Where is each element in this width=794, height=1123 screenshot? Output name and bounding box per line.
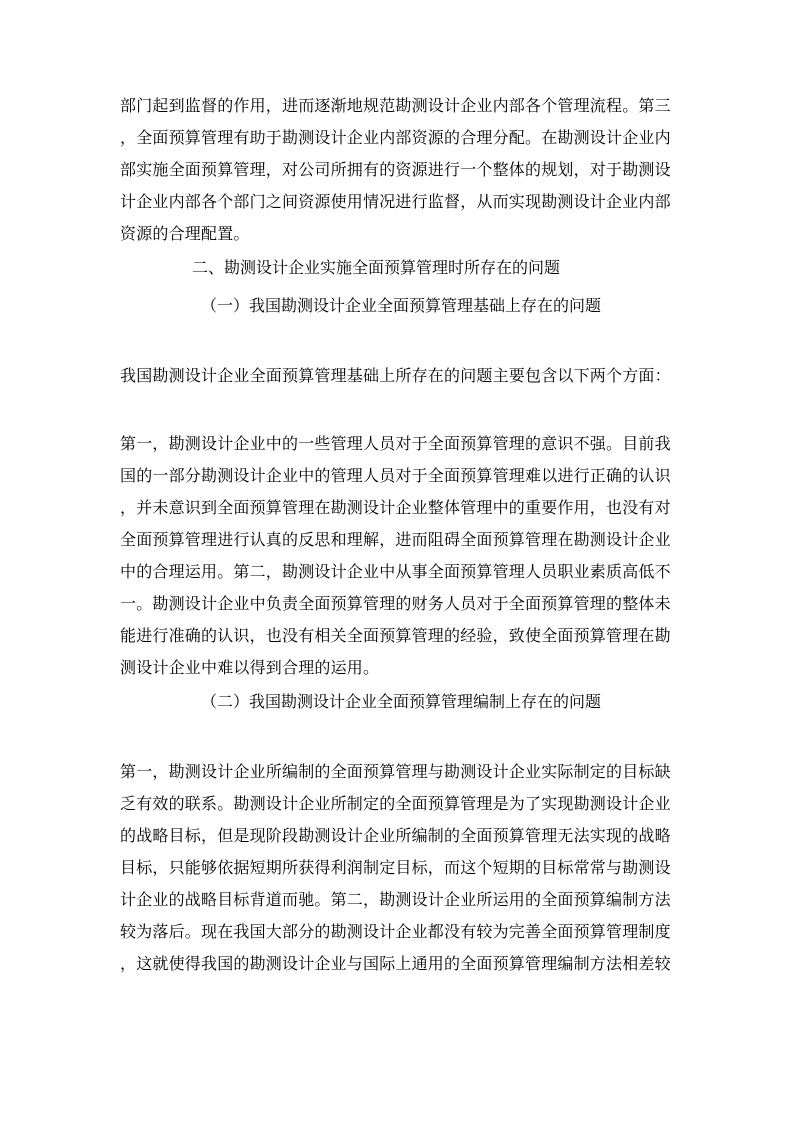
paragraph-1-line-2: ，全面预算管理有助于勘测设计企业内部资源的合理分配。在勘测设计企业内	[120, 128, 671, 147]
paragraph-1-line-4: 计企业内部各个部门之间资源使用情况进行监督，从而实现勘测设计企业内部	[120, 192, 671, 211]
paragraph-1-line-3: 部实施全面预算管理，对公司所拥有的资源进行一个整体的规划，对于勘测设	[120, 160, 671, 179]
paragraph-4-line-1: 第一，勘测设计企业所编制的全面预算管理与勘测设计企业实际制定的目标缺	[120, 762, 671, 781]
paragraph-3-line-4: 全面预算管理进行认真的反思和理解，进而阻碍全面预算管理在勘测设计企业	[120, 530, 671, 549]
paragraph-4-line-4: 目标，只能够依据短期所获得利润制定目标，而这个短期的目标常常与勘测设	[120, 858, 671, 877]
paragraph-3-line-7: 能进行准确的认识，也没有相关全面预算管理的经验，致使全面预算管理在勘	[120, 626, 671, 645]
paragraph-3-line-3: ，并未意识到全面预算管理在勘测设计企业整体管理中的重要作用，也没有对	[120, 498, 671, 517]
paragraph-2-line-1: 我国勘测设计企业全面预算管理基础上所存在的问题主要包含以下两个方面：	[120, 366, 671, 385]
paragraph-4-line-2: 乏有效的联系。勘测设计企业所制定的全面预算管理是为了实现勘测设计企业	[120, 794, 671, 813]
paragraph-3-line-8: 测设计企业中难以得到合理的运用。	[120, 658, 380, 677]
paragraph-4-line-5: 计企业的战略目标背道而驰。第二，勘测设计企业所运用的全面预算编制方法	[120, 890, 671, 909]
paragraph-3-line-5: 中的合理运用。第二，勘测设计企业中从事全面预算管理人员职业素质高低不	[120, 562, 671, 581]
paragraph-1-line-1: 部门起到监督的作用，进而逐渐地规范勘测设计企业内部各个管理流程。第三	[120, 96, 671, 115]
paragraph-4-line-3: 的战略目标，但是现阶段勘测设计企业所编制的全面预算管理无法实现的战略	[120, 826, 671, 845]
paragraph-1-line-5: 资源的合理配置。	[120, 224, 250, 243]
subsection-1-title: （一）我国勘测设计企业全面预算管理基础上存在的问题	[201, 296, 602, 315]
subsection-2-title: （二）我国勘测设计企业全面预算管理编制上存在的问题	[201, 692, 602, 711]
paragraph-3-line-1: 第一，勘测设计企业中的一些管理人员对于全面预算管理的意识不强。目前我	[120, 434, 671, 453]
paragraph-4-line-6: 较为落后。现在我国大部分的勘测设计企业都没有较为完善全面预算管理制度	[120, 922, 671, 941]
paragraph-3-line-2: 国的一部分勘测设计企业中的管理人员对于全面预算管理难以进行正确的认识	[120, 466, 671, 485]
paragraph-3-line-6: 一。勘测设计企业中负责全面预算管理的财务人员对于全面预算管理的整体未	[120, 594, 671, 613]
paragraph-4-line-7: ，这就使得我国的勘测设计企业与国际上通用的全面预算管理编制方法相差较	[120, 954, 671, 973]
section-2-title: 二、勘测设计企业实施全面预算管理时所存在的问题	[192, 258, 561, 277]
